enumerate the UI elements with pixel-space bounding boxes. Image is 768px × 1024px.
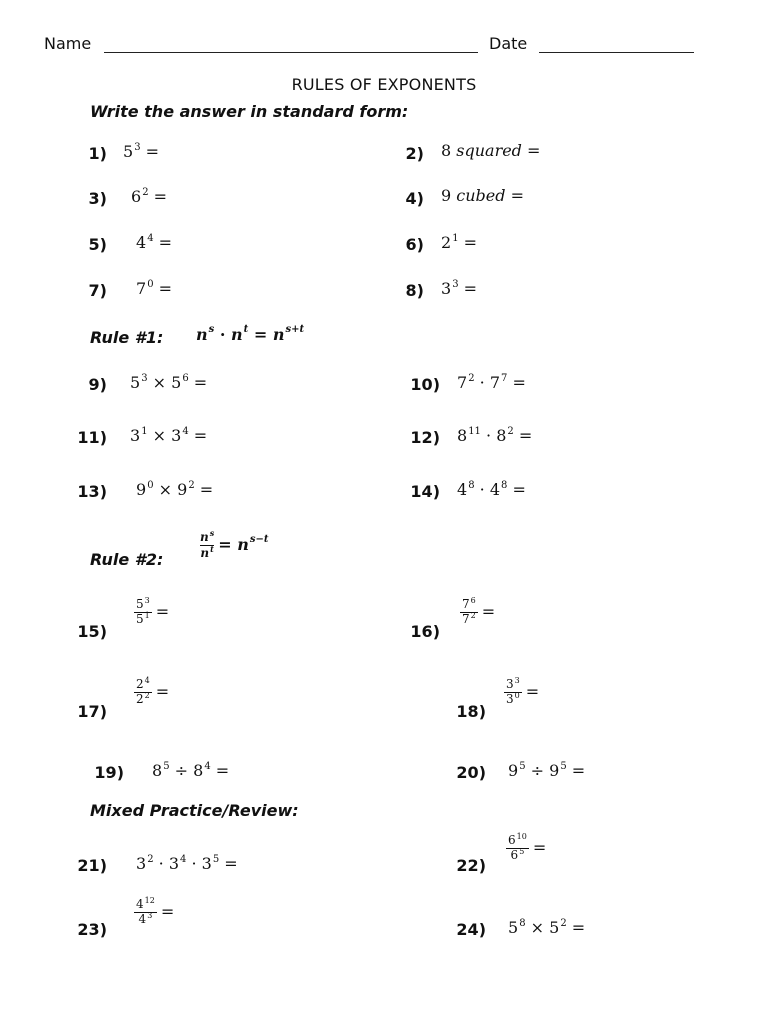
problem-number: 5): [88, 235, 107, 254]
problem-17-expression: $\frac{2^4}{2^2}$ =: [136, 676, 170, 706]
problem-number: 4): [405, 189, 424, 208]
problem-10-expression: $7^2 \cdot 7^7$ =: [457, 373, 526, 392]
problem-5-expression: $4^4$ =: [136, 233, 173, 252]
problem-number: 24): [456, 920, 486, 939]
name-field[interactable]: [104, 52, 478, 53]
page-title: RULES OF EXPONENTS: [291, 75, 477, 94]
problem-number: 20): [456, 763, 486, 782]
problem-number: 7): [88, 281, 107, 300]
problem-6-expression: $2^1$ =: [441, 233, 478, 252]
problem-number: 13): [77, 482, 107, 501]
problem-number: 22): [456, 856, 486, 875]
problem-7-expression: $7^0$ =: [136, 279, 173, 298]
problem-number: 10): [410, 375, 440, 394]
problem-number: 12): [410, 428, 440, 447]
problem-9-expression: $5^3 \times 5^6$ =: [130, 373, 208, 392]
problem-23-expression: $\frac{4^{12}}{4^3}$ =: [136, 896, 175, 926]
date-field[interactable]: [539, 52, 694, 53]
problem-13-expression: $9^0 \times 9^2$ =: [136, 480, 214, 499]
problem-number: 2): [405, 144, 424, 163]
problem-number: 1): [88, 144, 107, 163]
problem-number: 11): [77, 428, 107, 447]
problem-number: 21): [77, 856, 107, 875]
problem-15-expression: $\frac{5^3}{5^1}$ =: [136, 596, 170, 626]
problem-8-expression: $3^3$ =: [441, 279, 478, 298]
rule-1-formula: $n^s \cdot n^t = n^{s+t}$: [196, 324, 305, 344]
problem-3-expression: $6^2$ =: [131, 187, 168, 206]
problem-1-expression: $5^3$ =: [123, 142, 160, 161]
problem-number: 15): [77, 622, 107, 641]
problem-number: 16): [410, 622, 440, 641]
problem-number: 9): [88, 375, 107, 394]
section-standard-form: Write the answer in standard form:: [90, 102, 409, 121]
name-label: Name: [44, 34, 92, 53]
rule-2-label: Rule #2:: [90, 550, 164, 569]
rule-1-label: Rule #1:: [90, 328, 164, 347]
problem-number: 19): [94, 763, 124, 782]
problem-2-expression: 8 squared =: [441, 141, 541, 160]
problem-21-expression: $3^2 \cdot 3^4 \cdot 3^5$ =: [136, 854, 238, 873]
problem-12-expression: $8^{11} \cdot 8^2$ =: [457, 426, 533, 445]
problem-16-expression: $\frac{7^6}{7^2}$ =: [462, 596, 496, 626]
problem-number: 8): [405, 281, 424, 300]
problem-number: 3): [88, 189, 107, 208]
rule-2-formula: $\frac{n^s}{n^t}$ = $n^{s-t}$: [200, 528, 269, 560]
problem-number: 18): [456, 702, 486, 721]
problem-number: 14): [410, 482, 440, 501]
section-mixed-practice: Mixed Practice/Review:: [90, 801, 299, 820]
problem-24-expression: $5^8 \times 5^2$ =: [508, 918, 586, 937]
problem-number: 17): [77, 702, 107, 721]
problem-19-expression: $8^5 \div 8^4$ =: [152, 761, 230, 780]
date-label: Date: [489, 34, 528, 53]
problem-number: 23): [77, 920, 107, 939]
problem-18-expression: $\frac{3^3}{3^0}$ =: [506, 676, 540, 706]
problem-11-expression: $3^1 \times 3^4$ =: [130, 426, 208, 445]
problem-4-expression: 9 cubed =: [441, 186, 524, 205]
problem-number: 6): [405, 235, 424, 254]
problem-20-expression: $9^5 \div 9^5$ =: [508, 761, 586, 780]
problem-22-expression: $\frac{6^{10}}{6^5}$ =: [508, 832, 547, 862]
problem-14-expression: $4^8 \cdot 4^8$ =: [457, 480, 526, 499]
